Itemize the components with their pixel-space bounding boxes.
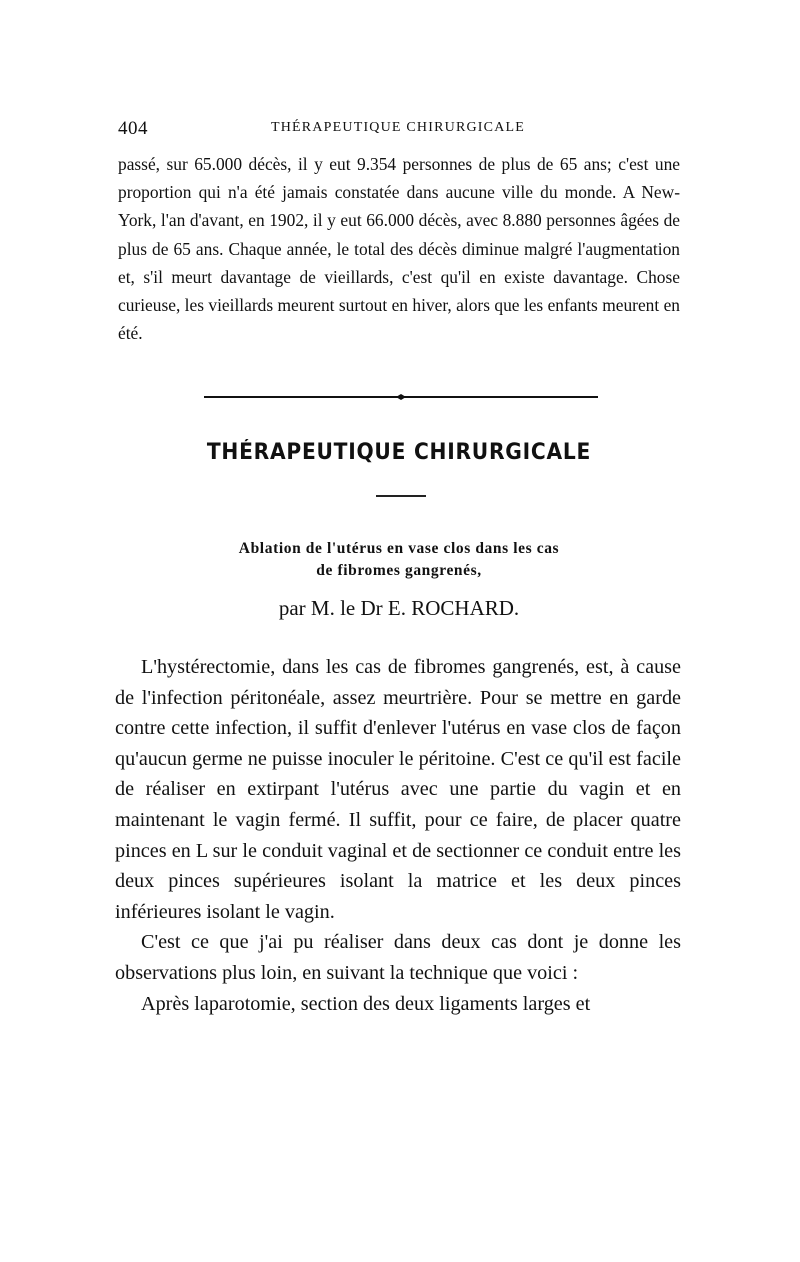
article-body	[115, 652, 681, 1019]
paragraph: Après laparotomie, section des deux ligaments larges et	[141, 992, 591, 1015]
running-head: THÉRAPEUTIQUE CHIRURGICALE	[270, 120, 526, 135]
article-title-line: de fibromes gangrenés,	[316, 562, 482, 579]
paragraph: C'est ce que j'ai pu réaliser dans deux cas dont je donne les observations plus loin, en suivant la technique que voici :	[115, 931, 681, 984]
byline: par M. le Dr E. ROCHARD.	[278, 596, 520, 620]
section-title: THÉRAPEUTIQUE CHIRURGICALE	[206, 440, 592, 465]
article-title-line: Ablation de l'utérus en vase clos dans les cas	[238, 540, 560, 557]
article-title	[118, 538, 680, 582]
section-divider-ornament	[204, 394, 598, 400]
paragraph: passé, sur 65.000 décès, il y eut 9.354 personnes de plus de 65 ans; c'est une proportion qui n'a été jamais constatée dans aucune ville du monde. A New-York, l'an d'avant, en 1902, il y eut 66.000 décès, avec 8.880 personnes âgées de plus de 65 ans. Chaque année, le total des décès diminue malgré l'augmentation et, s'il meurt davantage de vieillards, c'est qu'il en existe davantage. Chose curieuse, les vieillards meurent surtout en hiver, alors que les enfants meurent en été.	[118, 154, 680, 344]
page-header	[118, 118, 678, 142]
page-number: 404	[118, 118, 148, 139]
previous-article-text	[118, 150, 680, 347]
title-rule	[376, 495, 426, 497]
paragraph: L'hystérectomie, dans les cas de fibromes gangrenés, est, à cause de l'infection péritonéale, assez meurtrière. Pour se mettre en garde contre cette infection, il suffit d'enlever l'utérus en vase clos de façon qu'aucun germe ne puisse inoculer le péritoine. C'est ce qu'il est facile de réaliser en extirpant l'utérus avec une partie du vagin et en maintenant le vagin fermé. Il suffit, pour ce faire, de placer quatre pinces en L sur le conduit vaginal et de sectionner ce conduit entre les deux pinces supérieures isolant la matrice et les deux pinces inférieures isolant le vagin.	[115, 656, 681, 923]
